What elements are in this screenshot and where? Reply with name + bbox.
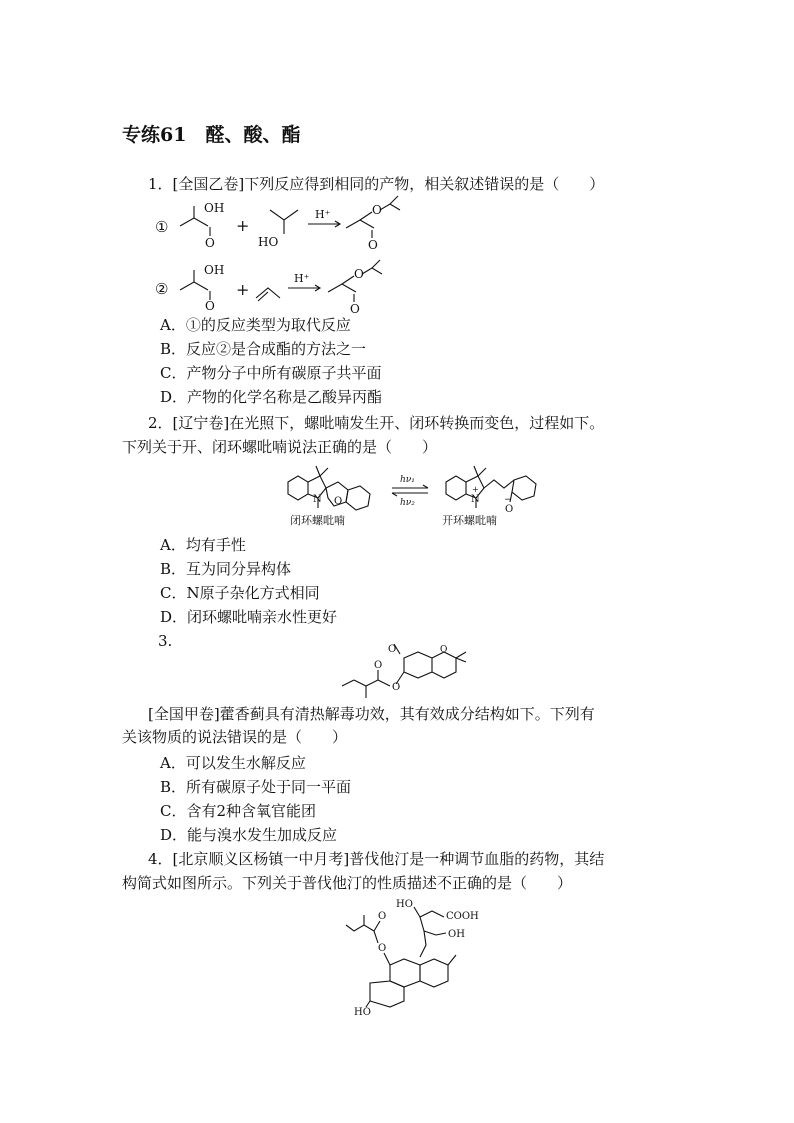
svg-text:O: O <box>368 238 378 252</box>
svg-text:O: O <box>505 504 514 515</box>
svg-text:O: O <box>334 496 343 507</box>
q1-option-a: A．①的反应类型为取代反应 <box>160 316 351 334</box>
svg-text:HO: HO <box>258 235 279 249</box>
q2-option-a: A．均有手性 <box>160 536 246 554</box>
svg-text:O: O <box>205 299 215 313</box>
equilibrium-arrows <box>392 475 428 508</box>
reaction-arrow-2 <box>288 272 320 291</box>
closed-spiropyran-label: 闭环螺吡喃 <box>290 514 345 527</box>
svg-text:+: + <box>236 280 250 299</box>
svg-text:hν₁: hν₁ <box>400 475 415 485</box>
svg-text:OH: OH <box>448 929 465 940</box>
svg-text:O: O <box>372 203 382 217</box>
q2-option-b: B．互为同分异构体 <box>160 560 292 578</box>
svg-text:O: O <box>392 682 401 693</box>
reaction-arrow-1 <box>308 208 340 227</box>
q3-number: 3. <box>158 632 173 650</box>
svg-text:N: N <box>471 494 480 505</box>
acetic-acid-structure-2 <box>180 263 224 313</box>
q1-option-c: C．产物分子中所有碳原子共平面 <box>160 364 382 382</box>
q1-option-d: D．产物的化学名称是乙酸异丙酯 <box>160 388 383 406</box>
svg-text:O: O <box>388 644 397 655</box>
closed-spiropyran-structure <box>288 466 370 510</box>
svg-text:O: O <box>378 943 387 954</box>
q4-pravastatin-structure <box>340 895 490 1020</box>
q4-stem-line1: 4．[北京顺义区杨镇一中月考]普伐他汀是一种调节血脂的药物，其结 <box>148 850 605 868</box>
svg-text:OH: OH <box>204 201 225 215</box>
acetic-acid-structure-1 <box>180 201 224 250</box>
svg-text:H⁺: H⁺ <box>294 272 310 285</box>
q1-reaction-scheme <box>150 200 610 316</box>
svg-text:+: + <box>472 485 479 494</box>
open-spiropyran-label: 开环螺吡喃 <box>442 514 497 527</box>
open-spiropyran-structure <box>446 466 536 515</box>
isopropyl-acetate-structure-2 <box>328 260 382 316</box>
svg-text:HO: HO <box>354 1007 371 1018</box>
q1-option-b: B．反应②是合成酯的方法之一 <box>160 340 367 358</box>
svg-text:O: O <box>205 236 215 250</box>
svg-text:HO: HO <box>396 899 413 910</box>
q3-option-c: C．含有2种含氧官能团 <box>160 802 317 820</box>
svg-text:O: O <box>378 911 387 922</box>
reaction2-label: ② <box>155 280 169 298</box>
q4-stem-line2: 构简式如图所示。下列关于普伐他汀的性质描述不正确的是（ ） <box>122 874 573 892</box>
svg-text:+: + <box>236 216 250 235</box>
page-title: 专练61 醛、酸、酯 <box>122 124 301 146</box>
q3-option-d: D．能与溴水发生加成反应 <box>160 826 338 844</box>
q3-stem-line1: [全国甲卷]藿香蓟具有清热解毒功效，其有效成分结构如下。下列有 <box>148 705 595 723</box>
svg-text:H⁺: H⁺ <box>315 208 331 221</box>
svg-text:O: O <box>354 267 364 281</box>
reaction1-label: ① <box>155 218 169 236</box>
q1-stem: 1．[全国乙卷]下列反应得到相同的产物，相关叙述错误的是（ ） <box>148 175 605 193</box>
svg-text:−: − <box>504 495 512 505</box>
svg-text:O: O <box>350 302 360 316</box>
svg-text:COOH: COOH <box>446 911 479 922</box>
q3-option-b: B．所有碳原子处于同一平面 <box>160 778 352 796</box>
q3-ageratochromene-structure <box>334 640 484 702</box>
q2-stem-line1: 2．[辽宁卷]在光照下，螺吡喃发生开、闭环转换而变色，过程如下。 <box>148 414 605 432</box>
q3-option-a: A．可以发生水解反应 <box>160 754 306 772</box>
q2-option-d: D．闭环螺吡喃亲水性更好 <box>160 608 338 626</box>
svg-text:O: O <box>374 660 383 671</box>
propene-structure <box>256 288 280 301</box>
svg-text:OH: OH <box>204 263 225 277</box>
svg-text:O: O <box>440 645 448 655</box>
svg-text:hν₂: hν₂ <box>400 498 415 508</box>
isopropanol-structure <box>258 210 298 249</box>
q3-stem-line2: 关该物质的说法错误的是（ ） <box>122 728 348 746</box>
q2-spiropyran-scheme <box>282 462 562 532</box>
svg-text:N: N <box>313 494 322 505</box>
isopropyl-acetate-structure-1 <box>346 196 400 252</box>
q2-option-c: C．N原子杂化方式相同 <box>160 584 320 602</box>
q2-stem-line2: 下列关于开、闭环螺吡喃说法正确的是（ ） <box>122 438 438 456</box>
